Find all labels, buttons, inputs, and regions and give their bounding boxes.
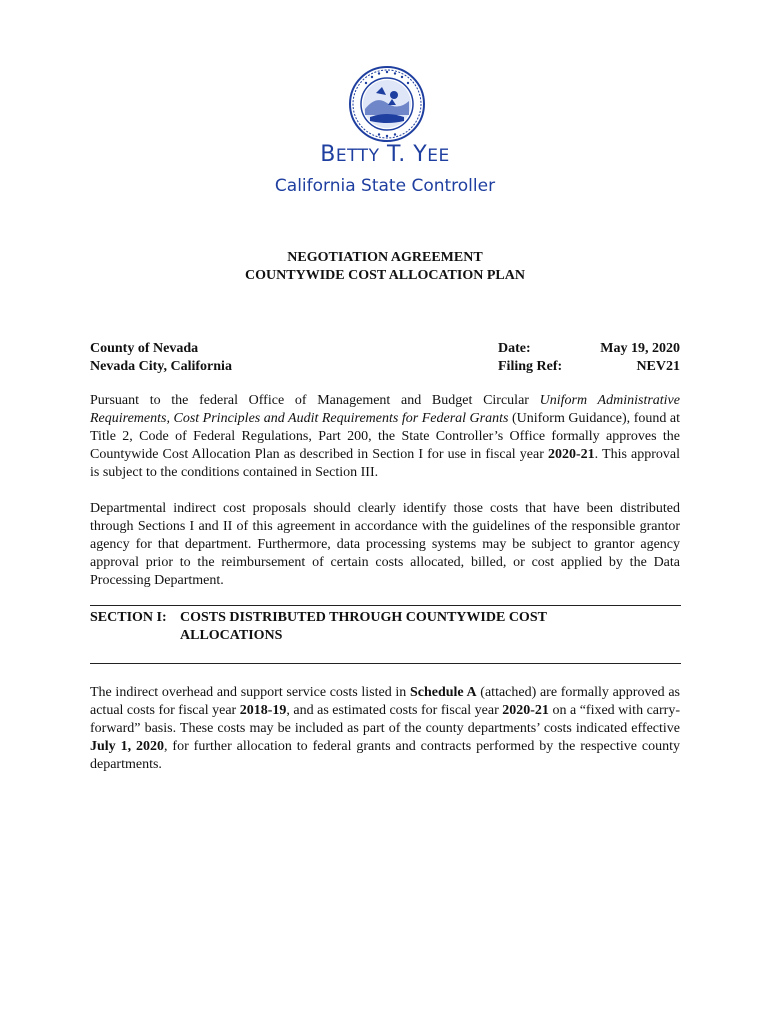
- county-city: Nevada City, California: [90, 359, 232, 374]
- controller-name: BETTY T. YEE: [320, 142, 450, 167]
- paragraph-schedule-a: The indirect overhead and support service costs listed in Schedule A (attached) are formally approved as actual costs for fiscal year 2018-19, and as estimated costs for fiscal year 2020-21 on a “fixed with carry-forward” basis. These costs may be included as part of the county departments’ costs indicated effective July 1, 2020, for further allocation to federal grants and contracts performed by the respective county departments.: [90, 685, 681, 772]
- filing-ref-value: NEV21: [636, 359, 680, 374]
- paragraph-approval: Pursuant to the federal Office of Management and Budget Circular Uniform Administrative Requirements, Cost Principles and Audit Requirements for Federal Grants (Uniform Guidance), found at Title 2, Code of Federal Regulations, Part 200, the State Controller’s Office formally approves the Countywide Cost Allocation Plan as described in Section I for use in fiscal year 2020-21. This approval is subject to the conditions contained in Section III.: [90, 393, 680, 480]
- section-heading: [90, 609, 600, 645]
- controller-subtitle: California State Controller: [274, 176, 496, 196]
- date-value: May 19, 2020: [600, 341, 680, 356]
- section-rule-bottom: [90, 663, 681, 664]
- paragraph-indirect-cost: Departmental indirect cost proposals should clearly identify those costs that have been distributed through Sections I and II of this agreement in accordance with the guidelines of the responsible grantor agency for that department. Furthermore, data processing systems may be subject to grantor agency approval prior to the reimbursement of certain costs allocated, billed, or cost applied by the Data Processing Department.: [90, 501, 680, 588]
- california-seal-icon: [348, 65, 426, 143]
- filing-ref-label: Filing Ref:: [498, 359, 563, 374]
- section-rule-top: [90, 605, 681, 606]
- date-label: Date:: [498, 341, 531, 356]
- document-title-line2: COUNTYWIDE COST ALLOCATION PLAN: [245, 268, 525, 283]
- section-number: SECTION I:: [90, 610, 167, 625]
- county-name: County of Nevada: [90, 341, 199, 356]
- section-title: COSTS DISTRIBUTED THROUGH COUNTYWIDE COST ALLOCATIONS: [180, 610, 547, 643]
- document-title-line1: NEGOTIATION AGREEMENT: [287, 250, 483, 265]
